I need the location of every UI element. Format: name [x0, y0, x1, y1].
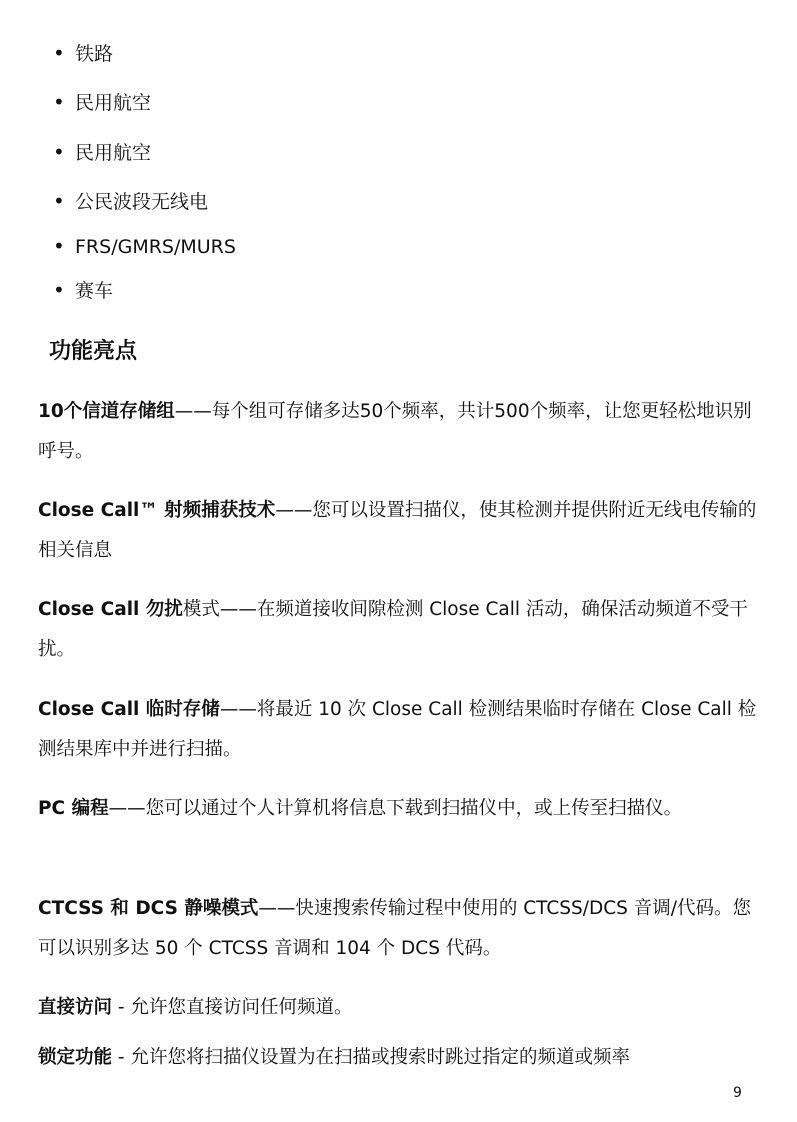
list-item	[53, 139, 151, 166]
list-item	[53, 188, 208, 215]
feature-body: - 允许您直接访问任何频道。	[112, 997, 353, 1018]
feature-paragraph	[38, 889, 763, 969]
page-number: 9	[733, 1085, 742, 1101]
bullet-text: FRS/GMRS/MURS	[75, 236, 236, 258]
feature-title: PC 编程	[38, 798, 109, 819]
feature-paragraph	[38, 590, 763, 670]
bullet-symbol: •	[53, 278, 65, 302]
feature-title: Close Call 临时存储	[38, 699, 220, 720]
bullet-symbol: •	[53, 140, 65, 164]
feature-body: - 允许您将扫描仪设置为在扫描或搜索时跳过指定的频道或频率	[112, 1047, 630, 1068]
feature-title: Close Call™ 射频捕获技术	[38, 500, 276, 521]
bullet-symbol: •	[53, 41, 65, 65]
list-item	[53, 233, 236, 260]
bullet-symbol: •	[53, 189, 65, 213]
feature-body: ——快速搜索传输过程中使用的 CTCSS/DCS 音调/代码。您可以识别多达 50 个 CTCSS 音调和 104 个 DCS 代码。	[38, 898, 752, 959]
feature-title: 直接访问	[38, 997, 113, 1018]
feature-body: ——您可以设置扫描仪，使其检测并提供附近无线电传输的相关信息	[38, 500, 757, 561]
list-item	[53, 40, 113, 67]
feature-title: CTCSS 和 DCS 静噪模式	[38, 898, 259, 919]
feature-title: 10个信道存储组	[38, 401, 175, 422]
bullet-text: 铁路	[75, 43, 114, 65]
bullet-symbol: •	[53, 234, 65, 258]
feature-paragraph	[38, 1038, 763, 1078]
bullet-text: 公民波段无线电	[75, 191, 209, 213]
feature-body: ——将最近 10 次 Close Call 检测结果临时存储在 Close Call 检测结果库中并进行扫描。	[38, 699, 757, 760]
feature-paragraph	[38, 789, 763, 829]
feature-paragraph	[38, 690, 763, 770]
feature-title: Close Call 勿扰	[38, 599, 183, 620]
section-heading: 功能亮点	[49, 339, 138, 364]
bullet-text: 民用航空	[75, 142, 152, 164]
bullet-text: 赛车	[75, 280, 114, 302]
list-item	[53, 89, 151, 116]
feature-title: 锁定功能	[38, 1047, 113, 1068]
list-item	[53, 277, 113, 304]
feature-paragraph	[38, 491, 763, 571]
feature-body: ——每个组可存储多达50个频率，共计500个频率，让您更轻松地识别呼号。	[38, 401, 752, 462]
bullet-text: 民用航空	[75, 92, 152, 114]
feature-paragraph	[38, 988, 763, 1028]
bullet-symbol: •	[53, 90, 65, 114]
feature-paragraph	[38, 392, 763, 472]
feature-body: 模式——在频道接收间隙检测 Close Call 活动，确保活动频道不受干扰。	[38, 599, 748, 660]
feature-body: ——您可以通过个人计算机将信息下载到扫描仪中，或上传至扫描仪。	[108, 798, 683, 819]
